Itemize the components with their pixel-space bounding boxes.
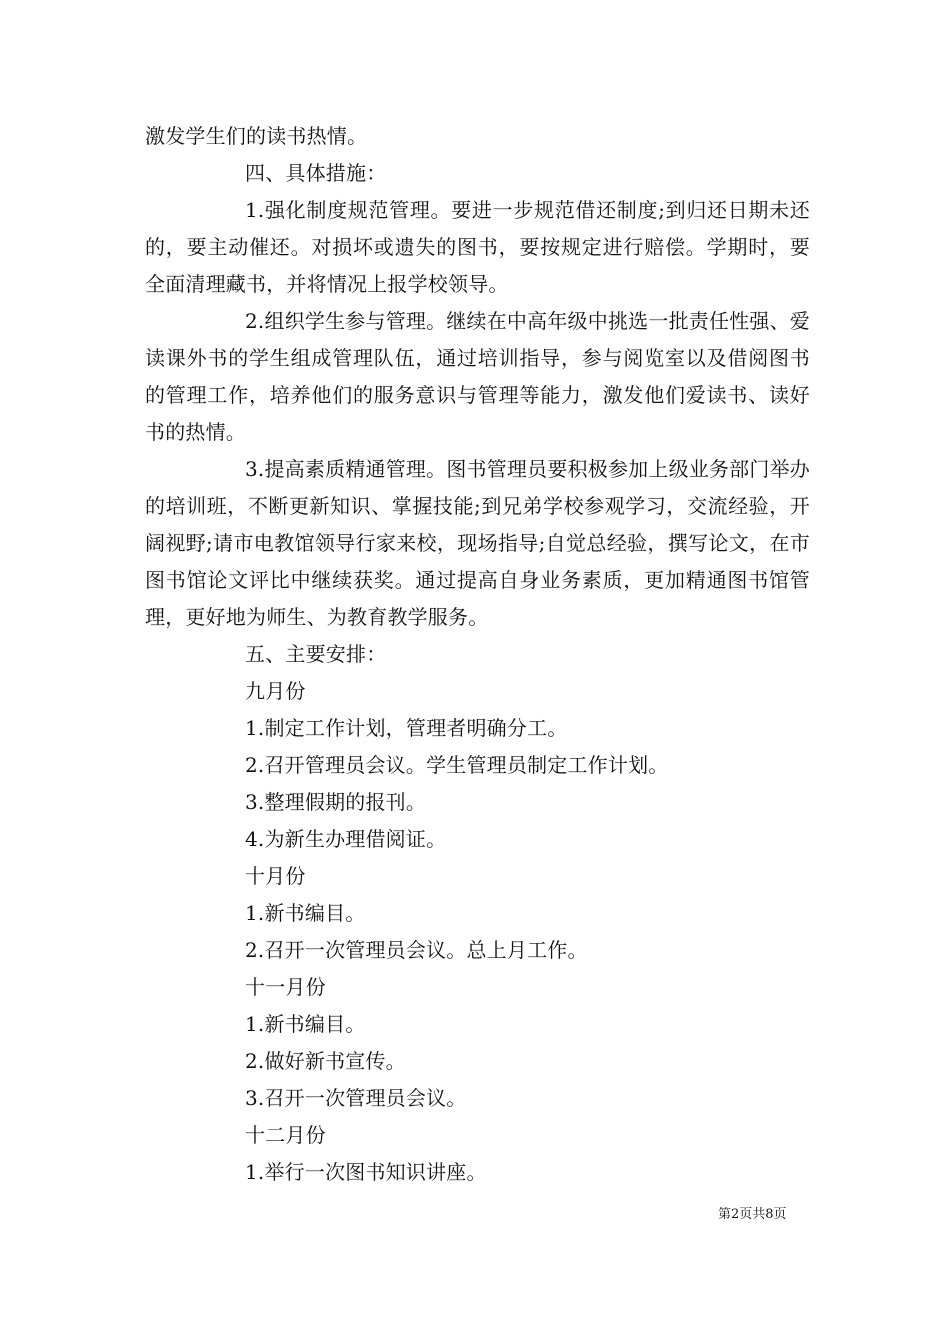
list-item: 1.举行一次图书知识讲座。 — [245, 1160, 487, 1184]
paragraph-measure-1: 1.强化制度规范管理。要进一步规范借还制度;到归还日期未还的，要主动催还。对损坏或遗失的图书，要按规定进行赔偿。学期时，要全面清理藏书，并将情况上报学校领导。 — [145, 198, 810, 296]
list-item: 1.新书编目。 — [245, 901, 366, 925]
list-item: 3.召开一次管理员会议。 — [245, 1086, 467, 1110]
list-item: 2.召开管理员会议。学生管理员制定工作计划。 — [245, 753, 669, 777]
document-body — [145, 118, 810, 1191]
month-heading-september: 九月份 — [245, 679, 306, 703]
continued-line: 激发学生们的读书热情。 — [145, 124, 368, 148]
month-heading-october: 十月份 — [245, 864, 306, 888]
list-item: 1.制定工作计划，管理者明确分工。 — [245, 716, 568, 740]
list-item: 4.为新生办理借阅证。 — [245, 827, 447, 851]
paragraph-measure-3: 3.提高素质精通管理。图书管理员要积极参加上级业务部门举办的培训班，不断更新知识、掌握技能;到兄弟学校参观学习，交流经验，开阔视野;请市电教馆领导行家来校，现场指导;自觉总经验，撰写论文，在市图书馆论文评比中继续获奖。通过提高自身业务素质，更加精通图书馆管理，更好地为师生、为教育教学服务。 — [145, 457, 810, 629]
list-item: 2.召开一次管理员会议。总上月工作。 — [245, 938, 588, 962]
list-item: 2.做好新书宣传。 — [245, 1049, 406, 1073]
month-heading-november: 十一月份 — [245, 975, 326, 999]
paragraph-measure-2: 2.组织学生参与管理。继续在中高年级中挑选一批责任性强、爱读课外书的学生组成管理队伍，通过培训指导，参与阅览室以及借阅图书的管理工作，培养他们的服务意识与管理等能力，激发他们爱读书、读好书的热情。 — [145, 309, 810, 444]
section-heading-schedule: 五、主要安排： — [245, 642, 387, 666]
list-item: 3.整理假期的报刊。 — [245, 790, 427, 814]
page-number: 第2页共8页 — [718, 1207, 787, 1222]
month-heading-december: 十二月份 — [245, 1123, 326, 1147]
section-heading-measures: 四、具体措施： — [245, 161, 387, 185]
list-item: 1.新书编目。 — [245, 1012, 366, 1036]
